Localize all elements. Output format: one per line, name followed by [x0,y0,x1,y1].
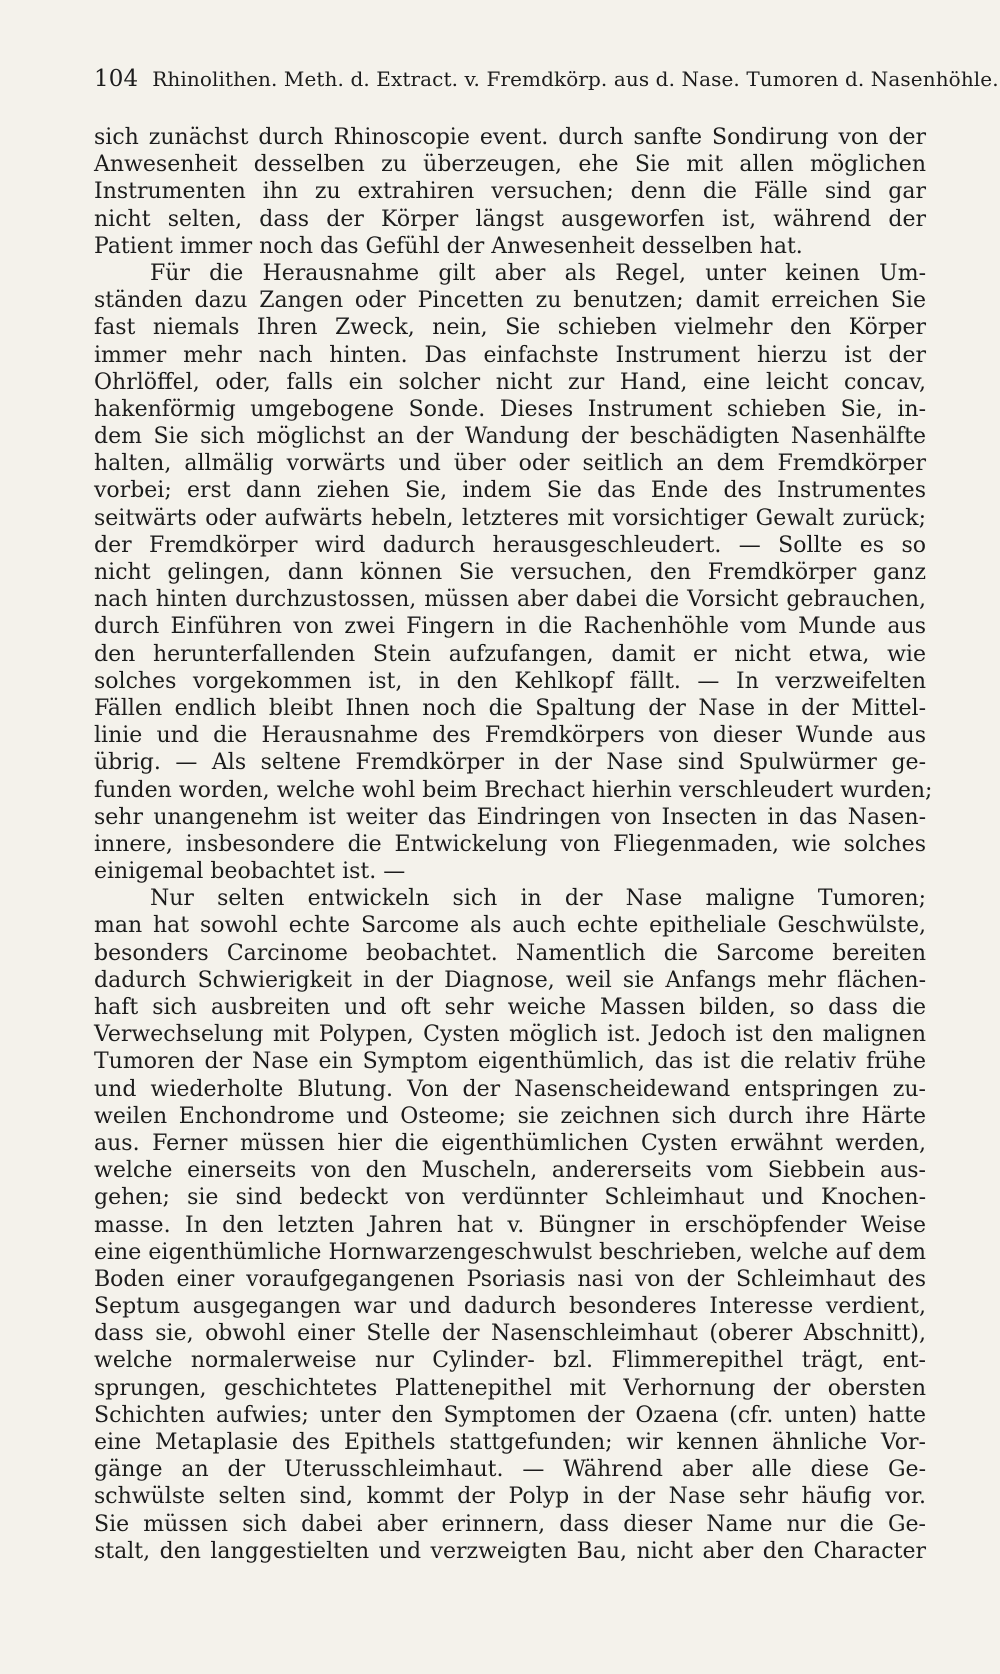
text-line: dem Sie sich möglichst an der Wandung der beschädigten Nasenhälfte [94,424,926,450]
text-line: eine Metaplasie des Epithels stattgefunden; wir kennen ähnliche Vor- [94,1430,926,1455]
paragraph-1 [94,124,926,260]
text-line: stalt, den langgestielten und verzweigten Bau, nicht aber den Character [94,1538,926,1564]
text-line: linie und die Herausnahme des Fremdkörpers von dieser Wunde aus [94,723,926,749]
text-line: man hat sowohl echte Sarcome als auch echte epitheliale Geschwülste, [94,913,926,939]
text-line: dass sie, obwohl einer Stelle der Nasenschleimhaut (oberer Abschnitt), [94,1321,926,1347]
page-number: 104 [94,66,139,92]
text-line: besonders Carcinome beobachtet. Namentlich die Sarcome bereiten [94,940,926,966]
text-line: schwülste selten sind, kommt der Polyp in der Nase sehr häufig vor. [94,1484,926,1510]
text-line: Schichten aufwies; unter den Symptomen der Ozaena (cfr. unten) hatte [94,1402,926,1428]
text-line: nicht gelingen, dann können Sie versuchen, den Fremdkörper ganz [94,560,926,585]
text-line: Tumoren der Nase ein Symptom eigenthümlich, das ist die relativ frühe [94,1049,926,1075]
text-line: den herunterfallenden Stein aufzufangen, damit er nicht etwa, wie [94,641,926,667]
text-line: dadurch Schwierigkeit in der Diagnose, weil sie Anfangs mehr flächen- [94,967,926,993]
text-line: ständen dazu Zangen oder Pincetten zu benutzen; damit erreichen Sie [94,288,926,314]
text-line: Anwesenheit desselben zu überzeugen, ehe Sie mit allen möglichen [94,152,926,178]
text-line: sehr unangenehm ist weiter das Eindringen von Insecten in das Nasen- [94,804,926,830]
text-line: solches vorgekommen ist, in den Kehlkopf fällt. — In verzweifelten [94,668,926,694]
text-line: Verwechselung mit Polypen, Cysten möglich ist. Jedoch ist den malignen [94,1022,926,1048]
text-line: funden worden, welche wohl beim Brechact hierhin verschleudert wurden; [94,777,933,803]
text-line: welche normalerweise nur Cylinder- bzl. Flimmerepithel trägt, ent- [94,1348,926,1374]
running-header [94,66,999,92]
text-line: Für die Herausnahme gilt aber als Regel, unter keinen Um- [150,260,926,286]
text-line: gehen; sie sind bedeckt von verdünnter Schleimhaut und Knochen- [94,1185,926,1211]
text-line: einigemal beobachtet ist. — [94,859,406,885]
text-line: der Fremdkörper wird dadurch herausgeschleudert. — Sollte es so [94,532,926,558]
text-line: eine eigenthümliche Hornwarzengeschwulst beschrieben, welche auf dem [94,1239,926,1265]
text-line: masse. In den letzten Jahren hat v. Büngner in erschöpfender Weise [94,1212,926,1238]
text-line: Boden einer voraufgegangenen Psoriasis nasi von der Schleimhaut des [94,1266,926,1292]
text-line: seitwärts oder aufwärts hebeln, letzteres mit vorsichtiger Gewalt zurück; [94,505,926,531]
text-line: nicht selten, dass der Körper längst ausgeworfen ist, während der [94,206,926,232]
text-line: nach hinten durchzustossen, müssen aber dabei die Vorsicht gebrauchen, [94,587,926,613]
text-line: Instrumenten ihn zu extrahiren versuchen; denn die Fälle sind gar [94,179,926,205]
body-text [94,124,933,1565]
text-line: aus. Ferner müssen hier die eigenthümlichen Cysten erwähnt werden, [94,1130,926,1156]
text-line: Ohrlöffel, oder, falls ein solcher nicht zur Hand, eine leicht concav, [94,369,926,395]
text-line: haft sich ausbreiten und oft sehr weiche Massen bilden, so dass die [94,995,926,1020]
text-line: gänge an der Uterusschleimhaut. — Während aber alle diese Ge- [94,1457,926,1483]
running-title: Rhinolithen. Meth. d. Extract. v. Fremdkörp. aus d. Nase. Tumoren d. Nasenhöhle. [152,67,999,91]
text-line: sich zunächst durch Rhinoscopie event. durch sanfte Sondirung von der [94,125,926,150]
text-line: Patient immer noch das Gefühl der Anwesenheit desselben hat. [94,233,803,259]
text-line: Septum ausgegangen war und dadurch besonderes Interesse verdient, [94,1294,926,1320]
text-line: vorbei; erst dann ziehen Sie, indem Sie das Ende des Instrumentes [94,478,926,504]
text-line: Sie müssen sich dabei aber erinnern, dass dieser Name nur die Ge- [94,1511,926,1537]
text-line: immer mehr nach hinten. Das einfachste Instrument hierzu ist der [94,342,926,368]
text-line: halten, allmälig vorwärts und über oder seitlich an dem Fremdkörper [94,451,926,477]
paragraph-3 [94,885,926,1565]
text-line: innere, insbesondere die Entwickelung von Fliegenmaden, wie solches [94,831,926,857]
text-line: und wiederholte Blutung. Von der Nasenscheidewand entspringen zu- [94,1076,926,1102]
text-line: übrig. — Als seltene Fremdkörper in der Nase sind Spulwürmer ge- [94,750,926,776]
text-line: weilen Enchondrome und Osteome; sie zeichnen sich durch ihre Härte [94,1103,926,1129]
text-line: Fällen endlich bleibt Ihnen noch die Spaltung der Nase in der Mittel- [94,695,926,721]
text-line: fast niemals Ihren Zweck, nein, Sie schieben vielmehr den Körper [94,315,926,341]
text-line: durch Einführen von zwei Fingern in die Rachenhöhle vom Munde aus [94,614,926,640]
text-line: Nur selten entwickeln sich in der Nase maligne Tumoren; [150,886,926,912]
text-line: hakenförmig umgebogene Sonde. Dieses Instrument schieben Sie, in- [94,396,926,422]
text-line: sprungen, geschichtetes Plattenepithel mit Verhornung der obersten [94,1375,926,1401]
paragraph-2 [94,260,933,885]
text-line: welche einerseits von den Muscheln, andererseits vom Siebbein aus- [94,1158,926,1184]
